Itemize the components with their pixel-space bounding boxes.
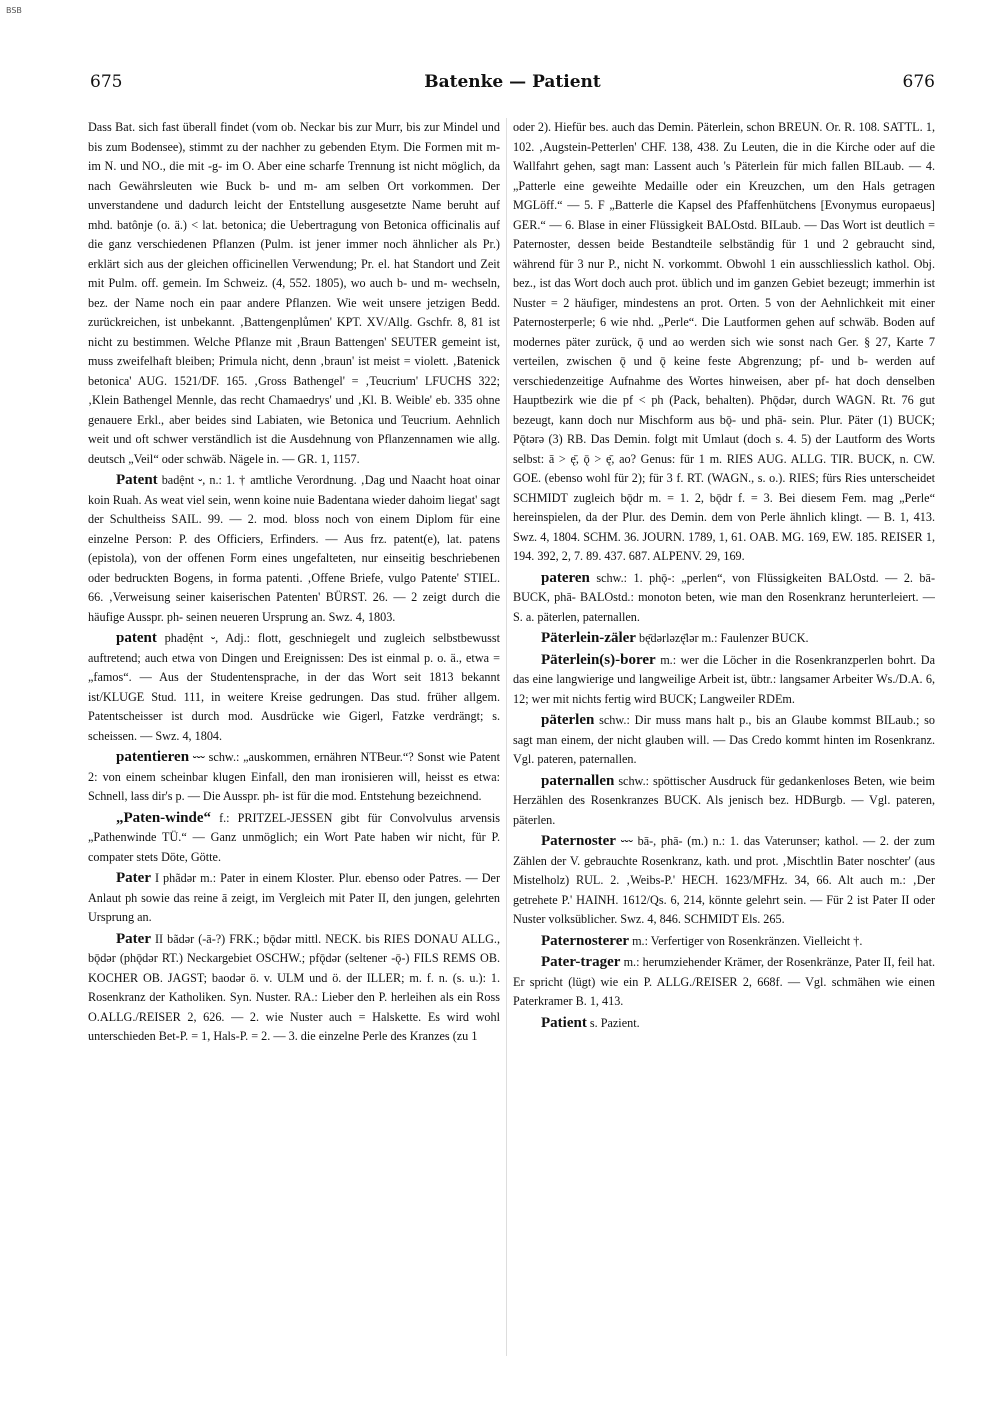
dictionary-entry	[513, 711, 935, 770]
page-number-left: 675	[90, 72, 123, 92]
entry-text: f.: PRITZEL-JESSEN gibt für Convolvulus arvensis „Pathenwinde TÜ.“ — Ganz unmöglich; ein Wort Pate haben wir nicht, für P. compater stets Döte, Götte.	[88, 810, 500, 864]
entry-headword: Päterlein-zäler	[541, 630, 636, 646]
dictionary-entry	[513, 651, 935, 710]
entry-text: s. Pazient.	[589, 1015, 640, 1030]
column-divider	[506, 118, 507, 1356]
continued-text	[513, 118, 935, 567]
entry-headword: Patent	[116, 472, 158, 488]
entry-text: m.: wer die Löcher in die Rosenkranzperlen bohrt. Da das eine langwierige und langweilige Arbeit ist, übtr.: langsamer Arbeiter Ws./D.A. 6, 12; wer mit nichts fertig wird BUCK; Langweiler RDEm.	[513, 652, 935, 706]
entry-headword: Pater-trager	[541, 954, 621, 970]
dictionary-entry	[513, 772, 935, 831]
entry-headword: patentieren	[116, 749, 190, 765]
entry-text: oder 2). Hiefür bes. auch das Demin. Päterlein, schon BREUN. Or. R. 108. SATTL. 1, 102. ‚Augstein-Petterlen' CHF. 138, 438. Zu Leuten, die in die Kirche oder auf die Wallfahrt gehen, sagt man: Lassent auch 's Päterlein für mich fallen BILaub. — 4. „Patterle eine geweihte Medaille oder ein Kreuzchen, um den Hals getragen MGLöff.“ — 5. F „Batterle die Kapsel des Pfaffenhütchens [Evonymus europaeus] GER.“ — 6. Blase in einer Flüssigkeit BALOstd. BILaub. — Das Wort ist deutlich = Paternoster, dessen beide Bestandteile selbständig für 1 und 2 gebraucht sind, während für 3 nur P., nicht N. vorkommt. Obwohl 1 ein ausschliesslich kathol. Obj. bez., ist das Wort doch auch prot. üblich und im ganzen Gebiet bezeugt; immerhin ist Nuster = 2 häufiger, mindestens an prot. Orten. 5 von der Aehnlichkeit mit einer Paternosterperle; 6 wie nhd. „Perle“. Die Lautformen gehen auf schwäb. Boden auf modernes päter zurück, ǭ und ao werden sich wie sonst nach Ger. § 27, Karte 7 verteilen, zwischen ǭ und ǭ keine feste Abgrenzung; pf- und b- werden auf verschiedenzeitige Aufnahme des Wortes hinweisen, aber pf- hat doch denselben Hauptbezirk wie die pf < ph (Pack, behalten). Phǭdər, durch WAGN. Rt. 76 gut bezeugt, kann doch nur Mischform aus bǭ- und phā- sein. Plur. Päter (1) BUCK; Pǭtərə (3) RB. Das Demin. folgt mit Umlaut (doch s. 4. 5) der Lautform des Worts selbst: ā > ę̄, ǭ > ę̄, ao? Genus: für 1 m. RIES AUG. ALLG. TIR. BUCK, n. CW. GOE. (ebenso wohl für 2); für 3 f. RT. (WAGN., s. o.). RIES; fürs Ries unterscheidet SCHMIDT zugleich bǭdr m. = 1. 2, bǭdr f. = 3. Bei diesem Fem. mag „Perle“ hereinspielen, da der Plur. des Demin. dem von Perle ähnlich klingt. — B. 1, 413. Swz. 4, 1804. SCHM. 36. JOURN. 1789, 1, 61. OAB. MG. 169, EW. 185. REISER 1, 194. 392, 2, 7. 89. 437. 687. ALPENV. 29, 169.	[513, 120, 935, 563]
entry-text: II bãdər (-ā-?) FRK.; bǭdər mittl. NECK. bis RIES DONAU ALLG., bǭdər (phǭdər RT.) Neckargebiet OSCHW.; pfǭdər (seltener -ǭ-) FILS REMS OB. KOCHER OB. JAGST; baodər ö. v. ULM und ö. der ILLER; m. f. n. (s. u.): 1. Rosenkranz der Katholiken. Syn. Nuster. RA.: Lieber den P. herleihen als ein Ross O.ALLG./REISER 2, 626. — 2. wie Nuster auch = Halskette. Es wird wohl unterschieden Bet-P. = 1, Hals-P. = 2. — 3. die einzelne Perle des Kranzes (zu 1	[88, 931, 500, 1043]
entry-headword: paternallen	[541, 772, 615, 789]
dictionary-entry	[88, 930, 500, 1047]
dictionary-entry	[513, 1014, 935, 1034]
entry-text: badệnt ⏑, n.: 1. † amtliche Verordnung. ‚Dag und Naacht hoat oinar koin Ruah. As weat viel sein, wenn koine nuie Badentana wieder dahoim liegat' sagt der Schultheiss SAIL. 99. — 2. mod. bloss noch von einem Diplom für eine einzelne Person: P. des Officiers, Erfinders. — Aus frz. patent(e), lat. patens (epistola), von der offenen Form eines ungefalteten, nur einseitig beschriebenen oder bedruckten Bogens, in forma patenti. ‚Offene Briefe, vulgo Patente' STIEL. 66. ‚Verweisung seiner kaiserischen Patenten' BÜRST. 26. — 2 zeigt durch die häufige Ausspr. ph- seinen neueren Ursprung an. Swz. 4, 1803.	[88, 473, 500, 624]
entry-text: m.: Verfertiger von Rosenkränzen. Vielleicht †.	[632, 933, 863, 948]
entry-headword: patent	[116, 630, 157, 646]
entry-text: schw.: 1. phǭ-: „perlen“, von Flüssigkeiten BALOstd. — 2. bā- BUCK, phā- BALOstd.: monoton beten, wie man den Rosenkranz herunterleiert. — S. a. päterlen, paternallen.	[513, 570, 935, 624]
entry-headword: Päterlein(s)-borer	[541, 651, 656, 668]
entry-text: Dass Bat. sich fast überall findet (vom ob. Neckar bis zur Murr, bis zur Mindel und bis zum Bodensee), stimmt zu der nachher zu gebenden Etym. Die Formen mit m- im N. und NO., die mit -g- im O. Aber eine scharfe Trennung ist nicht möglich, da nach Gewährsleuten wie Buck b- und m- am selben Ort vorkommen. Der unverstandene und dadurch leicht der Entstellung ausgesetzte Name beruht auf mhd. batônje (o. ä.) < lat. betonica; die Uebertragung von Betonica officinalis auf die ganz verschiedenen Pflanzen (Pulm. ist jener immer noch ähnlicher als Pr.) erklärt sich aus der gleichen officinellen Verwendung; Pr. el. hat Standort und Zeit mit Pulm. off. gemein. Im Schweiz. (4, 552. 1805), wo auch b- und m- wechseln, bez. der Name noch ein paar andere Pflanzen. Wie weit unsere jetzigen Bedd. zurückreichen, ist unbekannt. ‚Battengenplůmen' KPT. XV/Allg. Gschfr. 8, 81 ist nicht zu bestimmen. Welche Pflanze mit ‚Braun Battengen' SEUTER gemeint ist, muss zweifelhaft bleiben; Primula nicht, denn ‚braun' ist meist = violett. ‚Batenick betonica' AUG. 1521/DF. 165. ‚Gross Bathengel' = ‚Teucrium' LFUCHS 322; ‚Klein Bathengel Mennle, das recht Chamaedrys' und ‚Kl. B. Weible' eb. 335 ohne genauere Erkl., aber beides sind Labiaten, wie Betonica und Teucrium. Aehnlich weit und oft schwer verständlich ist die Ausdehnung von Pflanzennamen wie allg. deutsch „Veil“ oder schwäb. Nägele in. — GR. 1, 1157.	[88, 120, 500, 466]
entry-headword: „Paten-winde“	[116, 809, 211, 826]
entry-text: schw.: spöttischer Ausdruck für gedankenloses Beten, wie beim Herzählen des Rosenkranzes BUCK. Als jenisch bez. HDBurgb. — Vgl. pateren, päterlen.	[513, 773, 935, 827]
entry-headword: Pater	[116, 870, 151, 886]
entry-headword: pateren	[541, 569, 590, 586]
entry-text: phadệnt ⏑, Adj.: flott, geschniegelt und zugleich selbstbewusst auftretend; auch etwa von Dingen und Ereignissen: Des ist einmal p. o. ä., etwa = „famos“. — Aus der Studentensprache, in der das Wort seit 1813 bekannt ist/KLUGE Stud. 111, in weitere Kreise gedrungen. Das stud. früher allgem. Patentscheisser ist durch mod. Ausdrücke wie Gigerl, Fatzke verdrängt; s. scheissen. — Swz. 4, 1804.	[88, 631, 500, 743]
dictionary-entry	[513, 569, 935, 628]
entry-text: ⏑⏑⏑ schw.: „auskommen, ernähren NTBeur.“? Sonst wie Patent 2: von einem scheinbar klugen Einfall, den man ironisieren will, heisst es etwa: Schnell, lass dir's p. — Die Ausspr. ph- ist für die mod. Entstehung bezeichnend.	[88, 750, 500, 803]
entry-text: ⏑⏑⏑ bā-, phā- (m.) n.: 1. das Vaterunser; kathol. — 2. der zum Zählen der V. gebrauchte Rosenkranz, kath. und prot. ‚Mischtlin Bater noschter' (aus Mistelholz) RUL. 2. ‚Weibs-P.' HECH. 1623/MFHz. 34, 66. Alt auch m.: ‚Der getrehete P.' HAINH. 1612/Qs. 6, 214, könnte gelehrt sein. — Für 2 ist Pater II oder Nuster volksüblicher. Swz. 4, 846. SCHMIDT Els. 265.	[513, 834, 935, 926]
entry-headword: Paternoster	[541, 833, 616, 849]
left-column	[88, 118, 500, 1356]
page-number-right: 676	[902, 72, 935, 92]
entry-headword: päterlen	[541, 712, 595, 728]
continued-text	[88, 118, 500, 469]
entry-text: m.: herumziehender Krämer, der Rosenkränze, Pater II, feil hat. Er spricht (lügt) wie ein P. ALLG./REISER 2, 668f. — Vgl. schmähen wie einen Paterkramer B. 1, 413.	[513, 955, 935, 1008]
running-title: Batenke — Patient	[424, 72, 601, 92]
entry-headword: Patient	[541, 1014, 587, 1031]
entry-text: bę̄dərləzę̄lər m.: Faulenzer BUCK.	[639, 631, 809, 645]
dictionary-entry	[88, 471, 500, 627]
dictionary-entry	[88, 748, 500, 807]
page-header	[90, 72, 935, 102]
library-stamp: BSB	[6, 6, 22, 15]
dictionary-entry	[88, 809, 500, 868]
dictionary-entry	[513, 932, 935, 952]
dictionary-entry	[513, 629, 935, 649]
entry-headword: Pater	[116, 930, 151, 947]
entry-headword: Paternosterer	[541, 932, 630, 949]
dictionary-entry	[513, 953, 935, 1012]
entry-text: I phãdər m.: Pater in einem Kloster. Plur. ebenso oder Patres. — Der Anlaut ph sowie das reine ā zeigt, im Vergleich mit Pater II, den jungen, gelehrten Ursprung an.	[88, 871, 500, 924]
dictionary-entry	[88, 869, 500, 928]
entry-text: schw.: Dir muss mans halt p., bis an Glaube kommst BILaub.; so sagt man einem, der nicht glauben will. — Das Credo kommt hinten im Rosenkranz. Vgl. pateren, paternallen.	[513, 713, 935, 766]
dictionary-entry	[88, 629, 500, 746]
right-column	[513, 118, 935, 1356]
dictionary-entry	[513, 832, 935, 930]
